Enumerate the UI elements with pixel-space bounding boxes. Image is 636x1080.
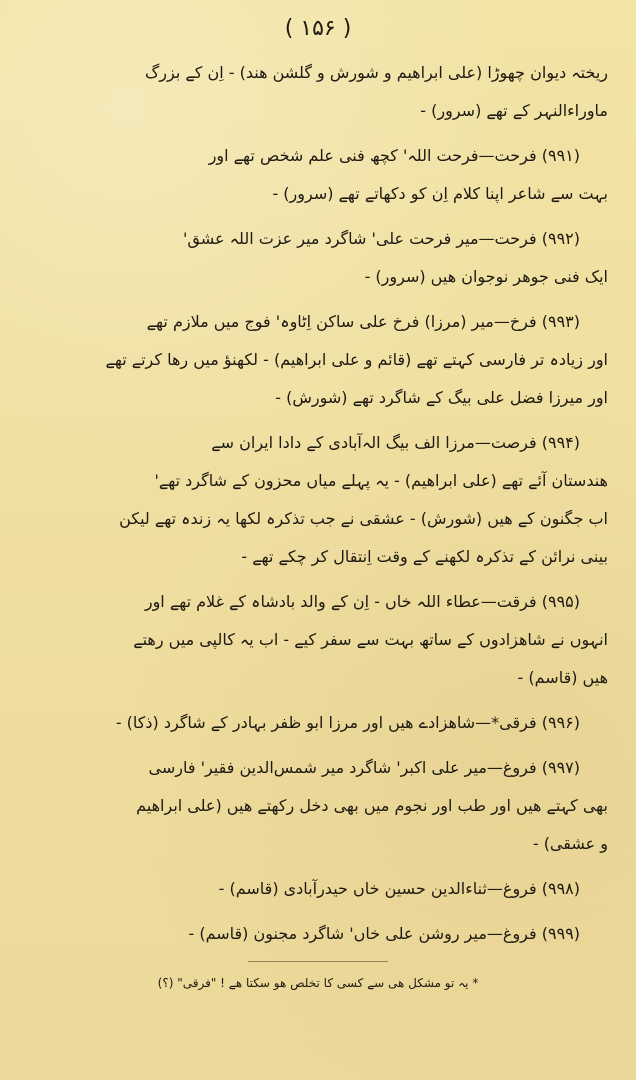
entry-995 [28, 583, 608, 697]
text-line: اب جگنون کے هیں (شورش) - عشقی نے جب تذکرہ لکھا یہ زندہ تھے لیکن [119, 509, 608, 528]
text-line: انہوں نے شاهزادوں کے ساتھ بہت سے سفر کیے - اب یہ کالپی میں رهتے [133, 630, 608, 649]
entry-heading: (۹۹۷) فروغ—میر علی اکبر' شاگرد میر شمس‌الدین فقیر' فارسی [148, 758, 580, 777]
text-line: ایک فنی جوهر نوجوان هیں (سرور) - [364, 267, 608, 286]
entry-991 [28, 137, 608, 213]
entry-heading: (۹۹۵) فرقت—عطاء اللہ خاں - اِن کے والد بادشاہ کے غلام تھے اور [144, 592, 580, 611]
page-content [28, 54, 608, 953]
entry-993 [28, 303, 608, 417]
text-line: بھی کہتے هیں اور طب اور نجوم میں بھی دخل رکھتے هیں (علی ابراهیم [136, 796, 608, 815]
text-line: هندستان آئے تھے (علی ابراهیم) - یہ پہلے میاں محزون کے شاگرد تھے' [154, 471, 608, 490]
text-line: و عشقی) - [532, 834, 608, 853]
text-line: بہت سے شاعر اپنا کلام اِن کو دکھاتے تھے (سرور) - [272, 184, 608, 203]
entry-heading: (۹۹۶) فرقی*—شاهزادے هیں اور مرزا ابو ظفر بہادر کے شاگرد (ذکا) - [115, 713, 580, 732]
entry-994 [28, 424, 608, 576]
entry-996 [28, 704, 608, 742]
entry-heading: (۹۹۳) فرخ—میر (مرزا) فرخ علی ساکن اِٹاوہ' فوج میں ملازم تھے [146, 312, 580, 331]
footnote-divider [248, 961, 388, 962]
text-line: بینی نرائن کے تذکرہ لکھنے کے وقت اِنتقال کر چکے تھے - [241, 547, 608, 566]
entry-heading: (۹۹۸) فروغ—ثناءالدین حسین خاں حیدرآبادی (قاسم) - [218, 879, 580, 898]
footnote: * یہ تو مشکل هی سے کسی کا تخلص هو سکتا هے ! "فرقی" (؟) [157, 976, 479, 990]
page-number: ( ۱۵۶ ) [284, 16, 352, 41]
entry-heading: (۹۹۱) فرحت—فرحت اللہ' کچھ فنی علم شخص تھے اور [208, 146, 580, 165]
entry-992 [28, 220, 608, 296]
entry-999 [28, 915, 608, 953]
entry-heading: (۹۹۲) فرحت—میر فرحت علی' شاگرد میر عزت اللہ عشق' [183, 229, 580, 248]
text-line: اور میرزا فضل علی بیگ کے شاگرد تھے (شورش) - [275, 388, 608, 407]
entry-intro [28, 54, 608, 130]
text-line: ریختہ دیوان چھوڑا (علی ابراهیم و شورش و گلشن هند) - اِن کے بزرگ [144, 63, 608, 82]
entry-heading: (۹۹۴) فرصت—مرزا الف بیگ الہ‌آبادی کے دادا ایران سے [211, 433, 580, 452]
text-line: هیں (قاسم) - [517, 668, 608, 687]
entry-heading: (۹۹۹) فروغ—میر روشن علی خاں' شاگرد مجنون (قاسم) - [188, 924, 580, 943]
entry-997 [28, 749, 608, 863]
text-line: اور زیادہ تر فارسی کہتے تھے (قائم و علی ابراهیم) - لکھنؤ میں رھا کرتے تھے [105, 350, 608, 369]
text-line: ماوراءالنہر کے تھے (سرور) - [420, 101, 608, 120]
entry-998 [28, 870, 608, 908]
